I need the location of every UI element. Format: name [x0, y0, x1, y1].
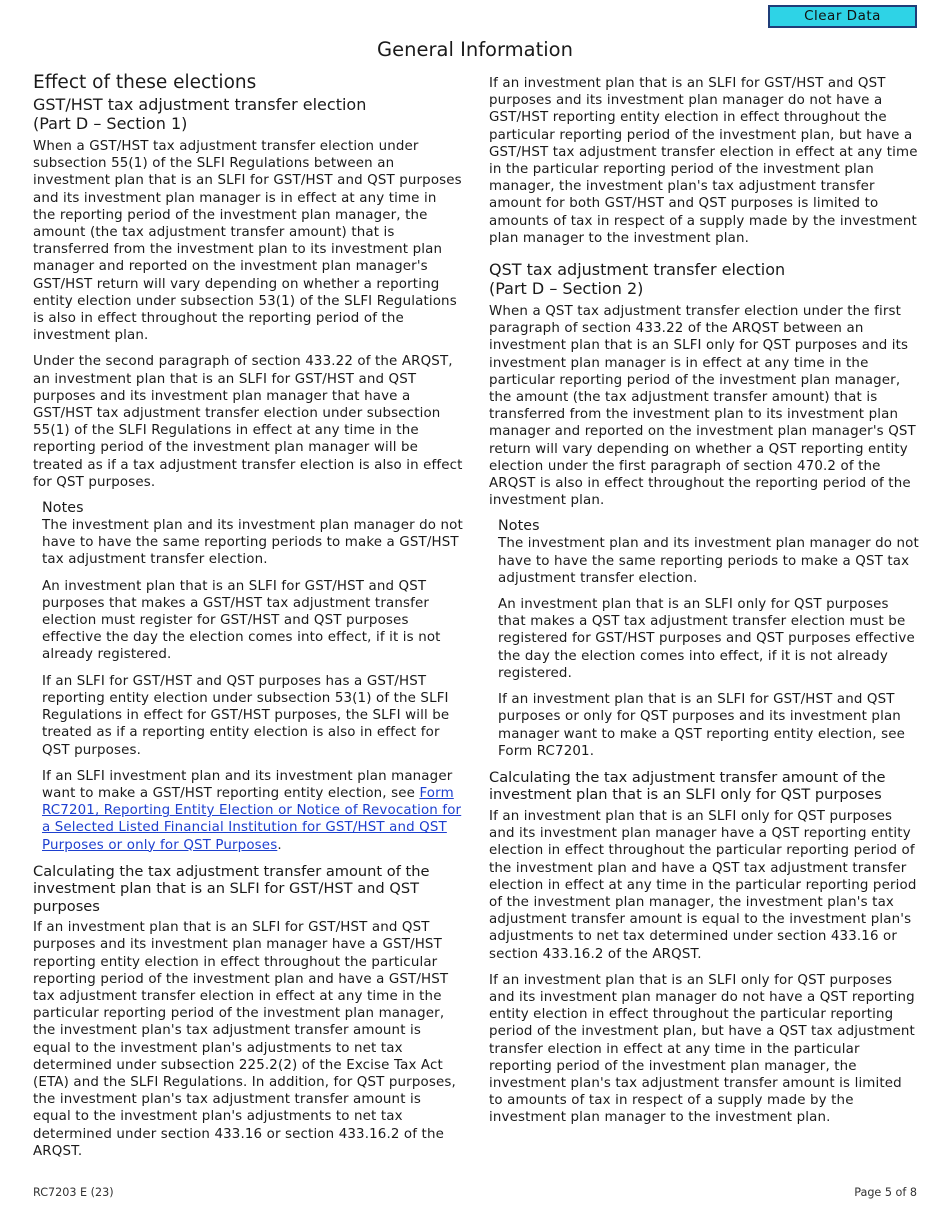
- section1-paragraph-2: Under the second paragraph of section 433.22 of the ARQST, an investment plan that is an SLFI for GST/HST and QST purposes and its investment plan manager that have a GST/HST tax adjustment transfer election under subsection 55(1) of the SLFI Regulations in effect at any time in the reporting period of the investment plan manager will be treated as if a tax adjustment transfer election is also in effect for QST purposes.: [33, 354, 463, 490]
- note-item: If an SLFI for GST/HST and QST purposes has a GST/HST reporting entity election under subsection 53(1) of the SLFI Regulations in effect for GST/HST purposes, the SLFI will be treated as if a reporting entity election is also in effect for QST purposes.: [42, 673, 450, 758]
- note4-end: .: [277, 837, 282, 853]
- page-title: General Information: [377, 38, 573, 61]
- form-code: RC7203 E (23): [33, 1186, 114, 1199]
- section1-notes: [42, 500, 463, 854]
- section2-paragraph-1: When a QST tax adjustment transfer election under the first paragraph of section 433.22 of the ARQST between an investment plan that is an SLFI only for QST purposes and its investment plan manager is in effect at any time in the particular reporting period of the investment plan manager, the amount (the tax adjustment transfer amount) that is transferred from the investment plan to its investment plan manager and reported on the investment plan manager's QST return will vary depending on whether a QST reporting entity election under the first paragraph of section 470.2 of the ARQST is also in effect throughout the reporting period of the investment plan.: [489, 304, 916, 509]
- section2-subtitle: (Part D – Section 2): [489, 279, 644, 299]
- note-item: [42, 768, 463, 854]
- effect-heading: Effect of these elections: [33, 72, 257, 93]
- note-item: The investment plan and its investment plan manager do not have to have the same reporting periods to make a GST/HST tax adjustment transfer election.: [42, 518, 463, 568]
- note4-text: If an SLFI investment plan and its investment plan manager want to make a GST/HST reporting entity election, see: [42, 768, 453, 801]
- section1-paragraph-1: When a GST/HST tax adjustment transfer election under subsection 55(1) of the SLFI Regulations between an investment plan that is an SLFI for GST/HST and QST purposes and its investment plan manager is in effect at any time in the reporting period of the investment plan manager, the amount (the tax adjustment transfer amount) that is transferred from the investment plan to its investment plan manager and reported on the investment plan manager's GST/HST return will vary depending on whether a reporting entity election under subsection 53(1) of the SLFI Regulations is also in effect throughout the reporting period of the investment plan.: [33, 139, 462, 344]
- note-item: If an investment plan that is an SLFI for GST/HST and QST purposes or only for QST purposes and its investment plan manager want to make a QST reporting entity election, see Form RC7201.: [498, 692, 905, 759]
- page-number: Page 5 of 8: [854, 1186, 917, 1199]
- calc-qst-paragraph-1: If an investment plan that is an SLFI only for QST purposes and its investment plan manager have a QST reporting entity election in effect throughout the particular reporting period of the investment plan and have a QST tax adjustment transfer election in effect at any time in the particular reporting period of the investment plan manager, the investment plan's tax adjustment transfer amount is equal to the investment plan's adjustments to net tax determined under section 433.16 or section 433.16.2 of the ARQST.: [489, 808, 917, 962]
- notes-title: Notes: [498, 518, 540, 535]
- notes-title: Notes: [42, 500, 84, 517]
- clear-data-button[interactable]: Clear Data: [768, 5, 917, 28]
- section2-notes: [498, 518, 919, 759]
- note-item: The investment plan and its investment plan manager do not have to have the same reporting periods to make a QST tax adjustment transfer election.: [498, 536, 919, 586]
- calc-gst-qst-paragraph: If an investment plan that is an SLFI for GST/HST and QST purposes and its investment plan manager have a GST/HST reporting entity election in effect throughout the particular reporting period of the investment plan and have a GST/HST tax adjustment transfer election in effect at any time in the particular reporting period of the investment plan manager, the investment plan's tax adjustment transfer amount is equal to the investment plan's adjustments to net tax determined under subsection 225.2(2) of the Excise Tax Act (ETA) and the SLFI Regulations. In addition, for QST purposes, the investment plan's tax adjustment transfer amount is equal to the investment plan's adjustments to net tax determined under section 433.16 or section 433.16.2 of the ARQST.: [33, 920, 456, 1159]
- form-rc7201-link[interactable]: Form RC7201, Reporting Entity Election or Notice of Revocation for a Selected Listed Financial Institution for GST/HST and QST Purposes or only for QST Purposes: [42, 785, 462, 853]
- calc-qst-heading: Calculating the tax adjustment transfer amount of the investment plan that is an SLFI only for QST purposes: [489, 768, 886, 804]
- left-column: [33, 72, 463, 1169]
- right-column: [489, 75, 919, 1136]
- section1-heading: [33, 95, 463, 133]
- section1-title: GST/HST tax adjustment transfer election: [33, 95, 367, 114]
- section2-heading: [489, 260, 919, 298]
- section1-subtitle: (Part D – Section 1): [33, 114, 188, 133]
- calc-gst-qst-heading: Calculating the tax adjustment transfer amount of the investment plan that is an SLFI for GST/HST and QST purposes: [33, 862, 430, 915]
- note-item: An investment plan that is an SLFI for GST/HST and QST purposes that makes a GST/HST tax adjustment transfer election must register for GST/HST and QST purposes effective the day the election comes into effect, if it is not already registered.: [42, 578, 441, 663]
- note-item: An investment plan that is an SLFI only for QST purposes that makes a QST tax adjustment transfer election must be registered for GST/HST purposes and QST purposes effective the day the election comes into effect, if it is not already registered.: [498, 597, 915, 681]
- section1-paragraph-3: If an investment plan that is an SLFI for GST/HST and QST purposes and its investment plan manager do not have a GST/HST reporting entity election in effect throughout the particular reporting period of the investment plan, but have a GST/HST tax adjustment transfer election in effect at any time in the particular reporting period of the investment plan manager, the investment plan's tax adjustment transfer amount for both GST/HST and QST purposes is limited to amounts of tax in respect of a supply made by the investment plan manager to the investment plan.: [489, 76, 918, 246]
- section2-title: QST tax adjustment transfer election: [489, 260, 786, 280]
- calc-qst-paragraph-2: If an investment plan that is an SLFI only for QST purposes and its investment plan manager do not have a QST reporting entity election in effect throughout the particular reporting period of the investment plan, but have a QST tax adjustment transfer election in effect at any time in the particular reporting period of the investment plan manager, the investment plan's tax adjustment transfer amount is limited to amounts of tax in respect of a supply made by the investment plan manager to the investment plan.: [489, 972, 915, 1126]
